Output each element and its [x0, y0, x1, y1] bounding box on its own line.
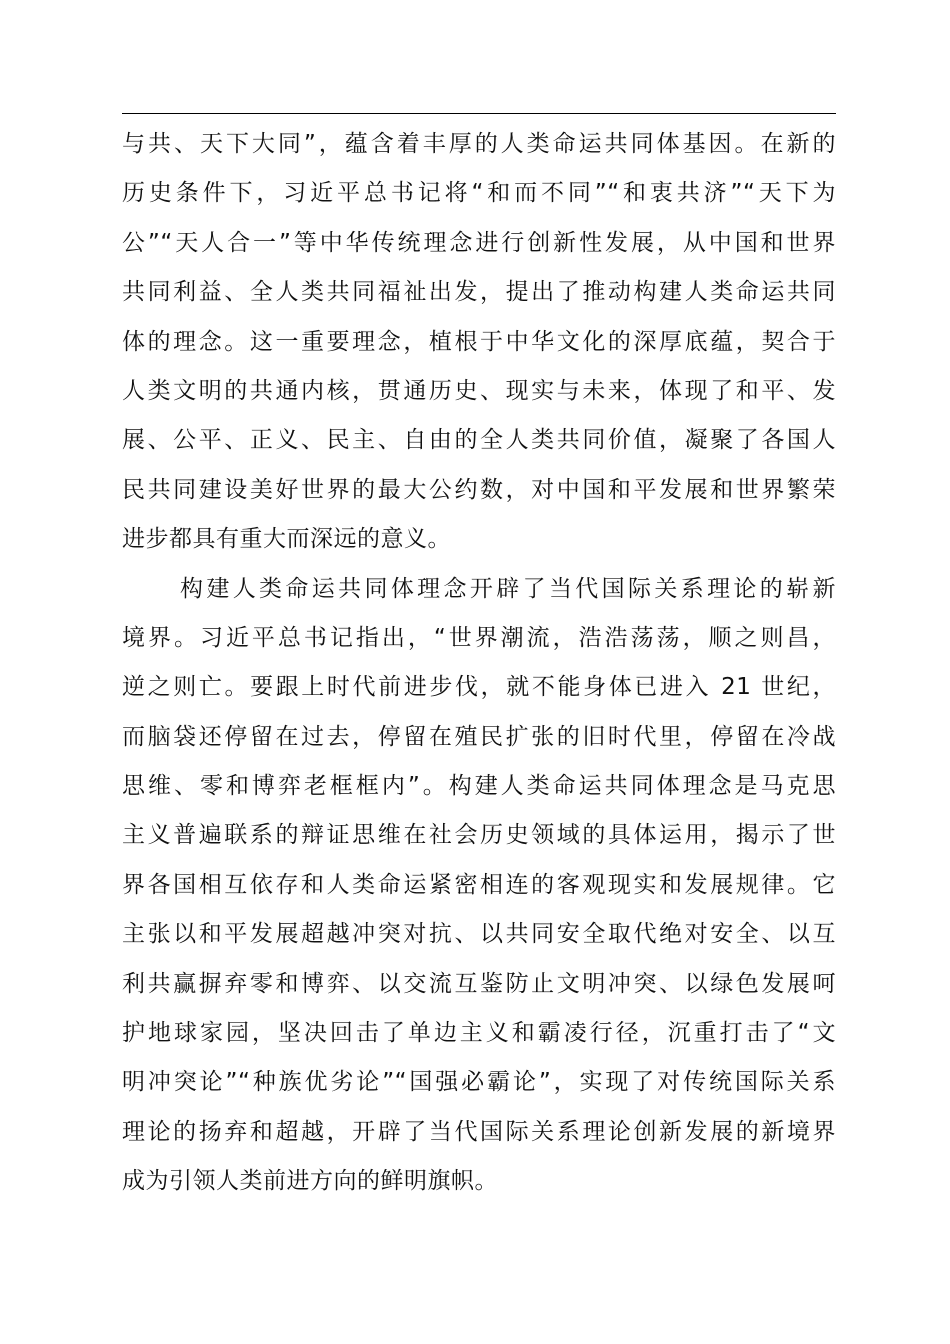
- text-line: 展、公平、正义、民主、自由的全人类共同价值，凝聚了各国人: [122, 427, 836, 454]
- text-line: 体的理念。这一重要理念，植根于中华文化的深厚底蕴，契合于: [122, 328, 836, 355]
- text-line: 主义普遍联系的辩证思维在社会历史领域的具体运用，揭示了世: [122, 822, 836, 849]
- text-line: 进步都具有重大而深远的意义。: [122, 526, 451, 553]
- text-line: 成为引领人类前进方向的鲜明旗帜。: [122, 1168, 498, 1195]
- text-line: 利共赢摒弃零和博弈、以交流互鉴防止文明冲突、以绿色发展呵: [122, 970, 836, 997]
- paragraph-1: [122, 120, 836, 565]
- text-line: 明冲突论”“种族优劣论”“国强必霸论”，实现了对传统国际关系: [122, 1069, 836, 1096]
- text-line: 人类文明的共通内核，贯通历史、现实与未来，体现了和平、发: [122, 377, 836, 404]
- text-line: 公”“天人合一”等中华传统理念进行创新性发展，从中国和世界: [122, 229, 836, 256]
- text-line: 构建人类命运共同体理念开辟了当代国际关系理论的崭新: [180, 575, 836, 602]
- text-line: 主张以和平发展超越冲突对抗、以共同安全取代绝对安全、以互: [122, 921, 836, 948]
- text-line: 而脑袋还停留在过去，停留在殖民扩张的旧时代里，停留在冷战: [122, 723, 836, 750]
- text-line: 境界。习近平总书记指出，“世界潮流，浩浩荡荡，顺之则昌，: [122, 624, 836, 651]
- body-text: [122, 120, 836, 1207]
- text-line: 历史条件下，习近平总书记将“和而不同”“和衷共济”“天下为: [122, 180, 836, 207]
- text-line: 界各国相互依存和人类命运紧密相连的客观现实和发展规律。它: [122, 871, 836, 898]
- text-line: 共同利益、全人类共同福祉出发，提出了推动构建人类命运共同: [122, 279, 836, 306]
- text-line: 理论的扬弃和超越，开辟了当代国际关系理论创新发展的新境界: [122, 1118, 836, 1145]
- header-rule: [122, 113, 836, 114]
- text-line: 思维、零和博弈老框框内”。构建人类命运共同体理念是马克思: [122, 773, 836, 800]
- text-line: 逆之则亡。要跟上时代前进步伐，就不能身体已进入 21 世纪，: [122, 674, 836, 701]
- paragraph-2: [122, 565, 836, 1207]
- text-line: 与共、天下大同”，蕴含着丰厚的人类命运共同体基因。在新的: [122, 131, 836, 157]
- text-line: 护地球家园，坚决回击了单边主义和霸凌行径，沉重打击了“文: [122, 1020, 836, 1047]
- text-line: 民共同建设美好世界的最大公约数，对中国和平发展和世界繁荣: [122, 476, 836, 503]
